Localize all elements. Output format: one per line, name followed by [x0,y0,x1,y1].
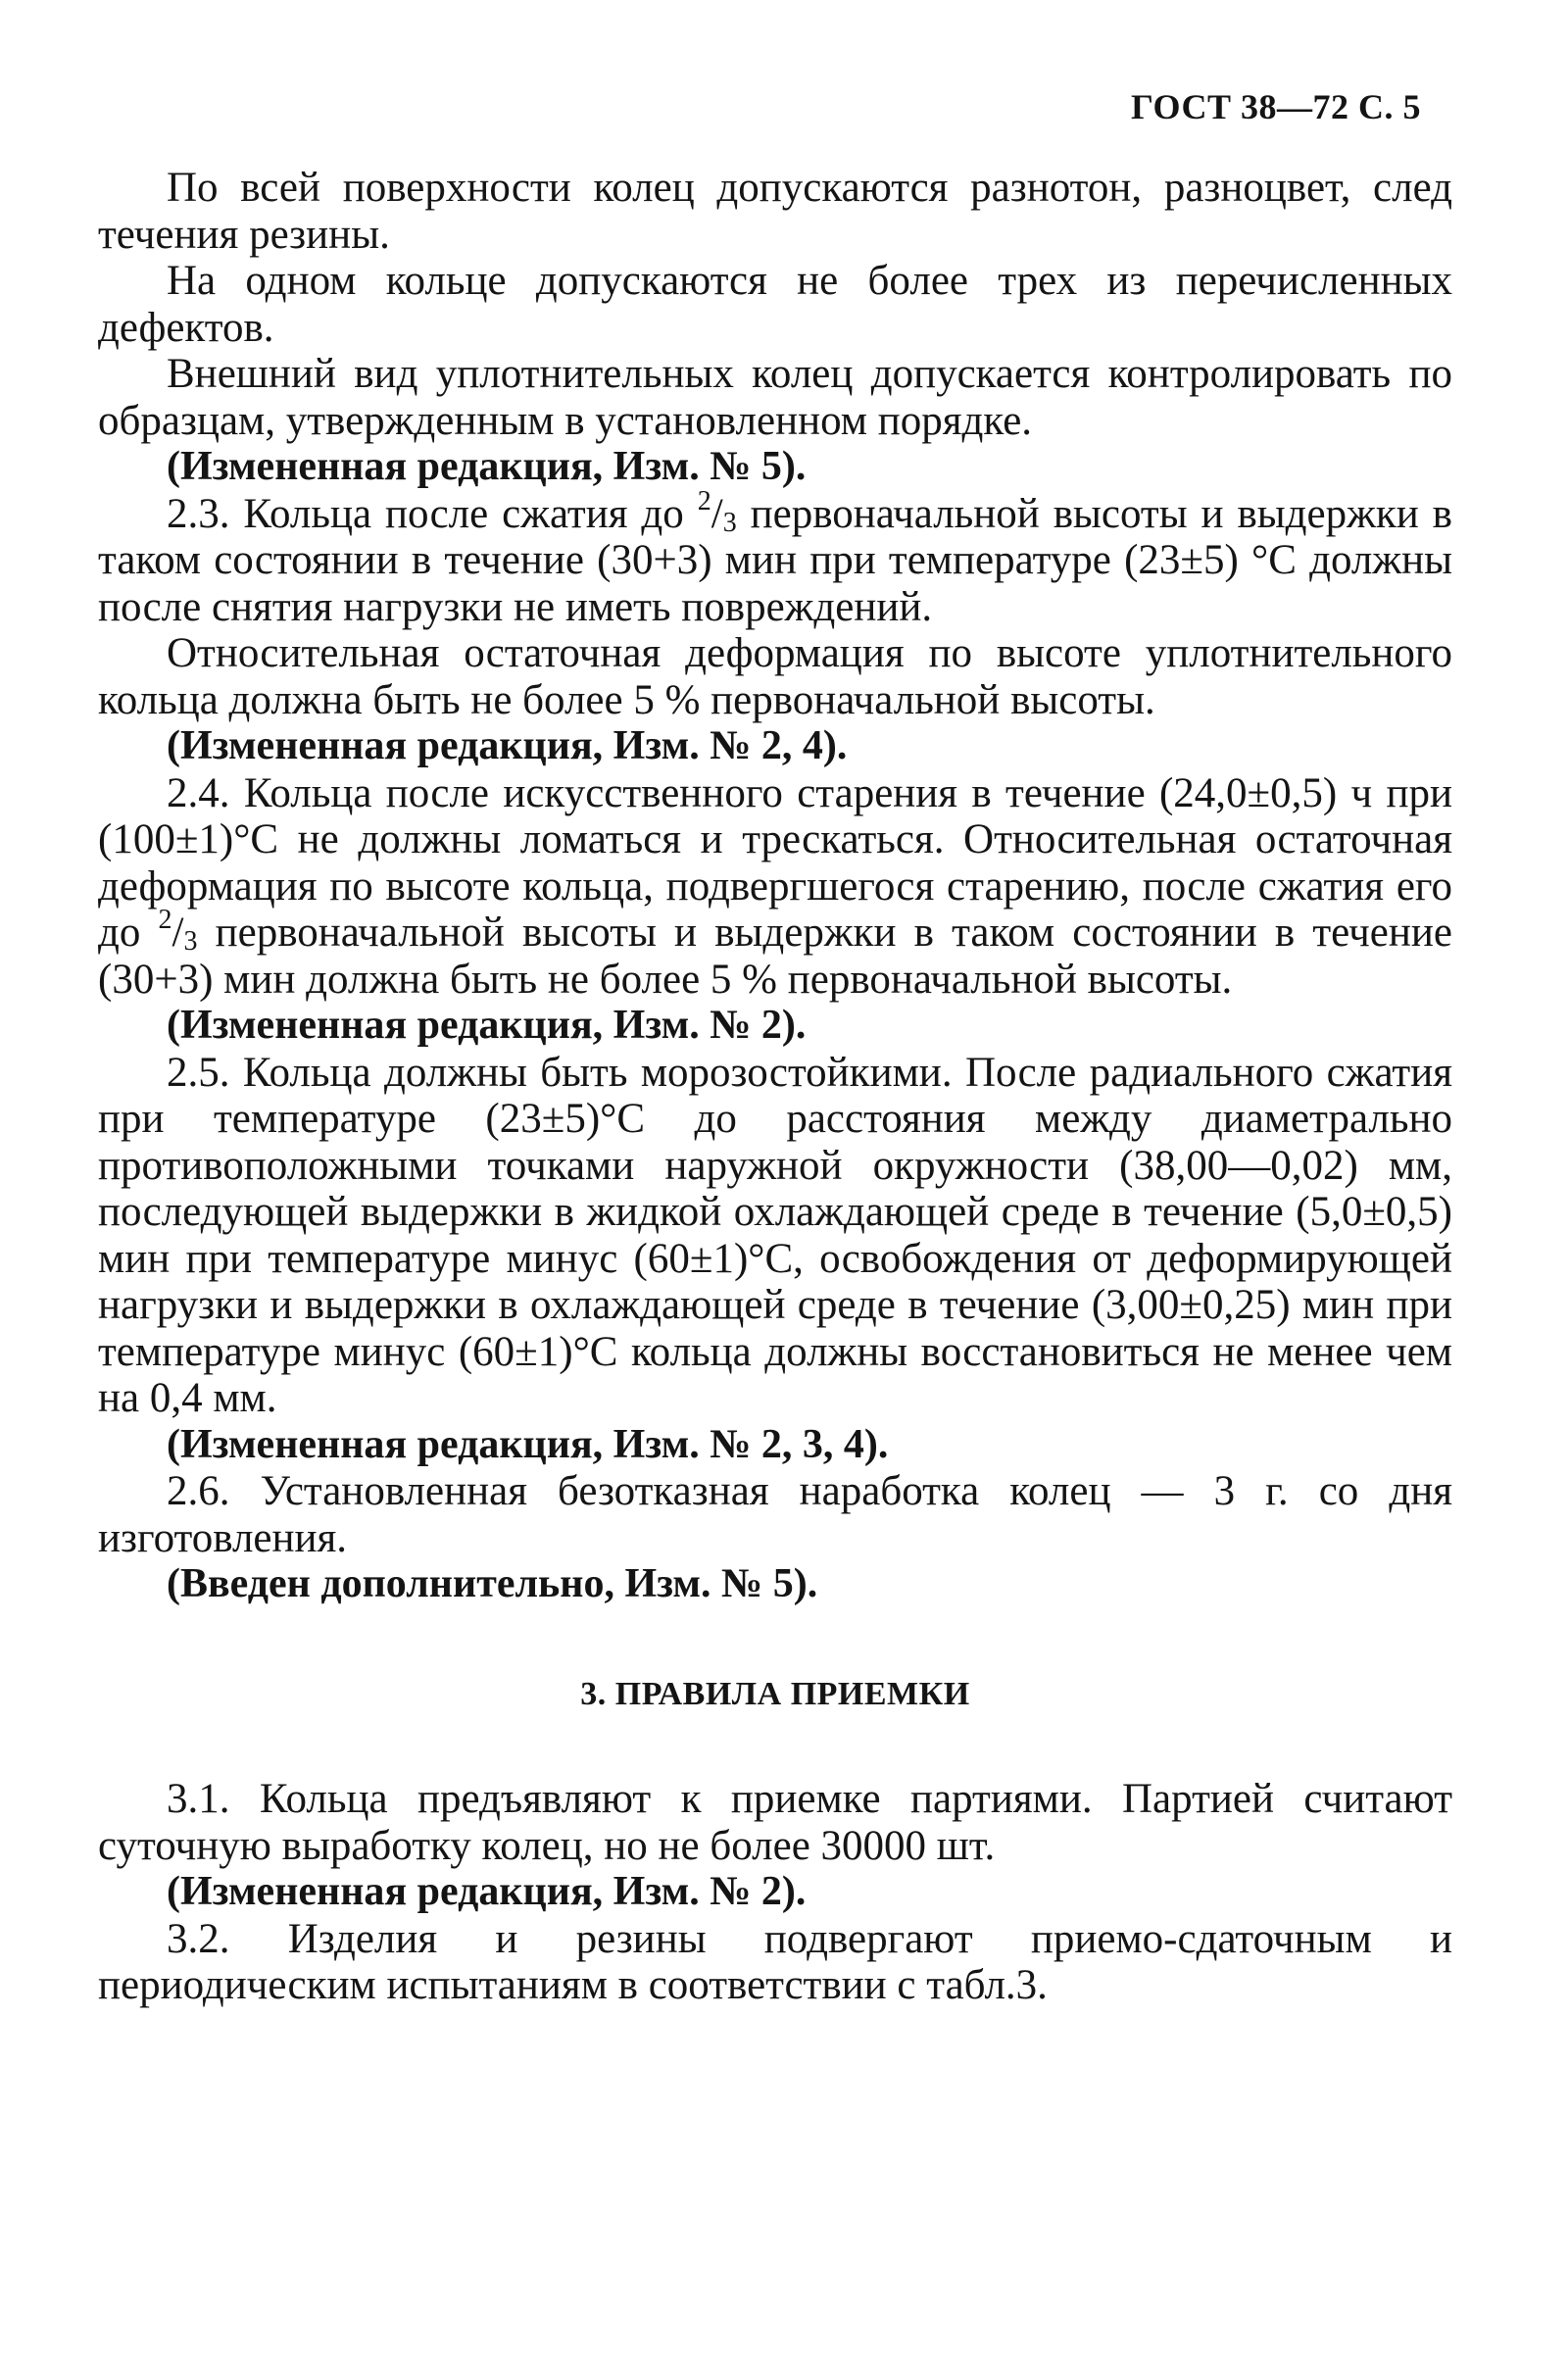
section-title: 3. ПРАВИЛА ПРИЕМКИ [580,1675,970,1712]
fraction-denominator: 3 [722,507,737,538]
amendment-note: (Измененная редакция, Изм. № 2, 3, 4). [167,1421,889,1467]
clause-2-4 [98,770,1452,1004]
fraction: $^2/_3$ [158,905,198,957]
clause-text: первоначальной высоты и выдержки в таком состоянии в течение (30+3) мин при температуре (23±5) °С должны после снятия нагрузки не иметь повреждений. [98,490,1452,630]
paragraph: На одном кольце допускаются не более трех из перечисленных дефектов. [98,258,1452,351]
amendment-note: (Измененная редакция, Изм. № 2). [167,1869,807,1914]
clause-text: первоначальной высоты и выдержки в таком состоянии в течение (30+3) мин должна быть не более 5 % первоначальной высоты. [98,910,1452,1003]
clause-text: 2.3. Кольца после сжатия до [167,490,698,537]
paragraph: По всей поверхности колец допускаются разнотон, разноцвет, след течения резины. [98,165,1452,258]
fraction: $^2/_3$ [697,485,737,538]
amendment-note: (Введен дополнительно, Изм. № 5). [167,1561,818,1606]
fraction-numerator: 2 [697,485,711,517]
clause-3-2: 3.2. Изделия и резины подвергают приемо-сдаточным и периодическим испытаниям в соответствии с табл.3. [98,1915,1452,2008]
page-header: ГОСТ 38—72 С. 5 [1131,87,1421,126]
paragraph: Внешний вид уплотнительных колец допускается контролировать по образцам, утвержденным в установленном порядке. [98,351,1452,444]
document-body [98,165,1452,2009]
clause-text: 2.4. Кольца после искусственного старения в течение (24,0±0,5) ч при (100±1)°С не должны ломаться и трескаться. Относительная остаточная деформация по высоте кольца, подвергшегося старению, после сжатия его до [98,769,1452,956]
clause-3-1: 3.1. Кольца предъявляют к приемке партиями. Партией считают суточную выработку колец, но не более 30000 шт. [98,1776,1452,1869]
fraction-numerator: 2 [158,905,172,935]
paragraph: Относительная остаточная деформация по высоте уплотнительного кольца должна быть не более 5 % первоначальной высоты. [98,630,1452,723]
fraction-denominator: 3 [183,926,198,957]
amendment-note: (Измененная редакция, Изм. № 2). [167,1003,807,1048]
amendment-note: (Измененная редакция, Изм. № 5). [167,444,807,489]
clause-2-5: 2.5. Кольца должны быть морозостойкими. После радиального сжатия при температуре (23±5)°С до расстояния между диаметрально противоположными точками наружной окружности (38,00—0,02) мм, последующей выдержки в жидкой охлаждающей среде в течение (5,0±0,5) мин при температуре минус (60±1)°С, освобождения от деформирующей нагрузки и выдержки в охлаждающей среде в течение (3,00±0,25) мин при температуре минус (60±1)°С кольца должны восстановиться не менее чем на 0,4 мм. [98,1049,1452,1421]
clause-2-3 [98,485,1452,631]
amendment-note: (Измененная редакция, Изм. № 2, 4). [167,723,848,768]
clause-2-6: 2.6. Установленная безотказная наработка колец — 3 г. со дня изготовления. [98,1468,1452,1561]
